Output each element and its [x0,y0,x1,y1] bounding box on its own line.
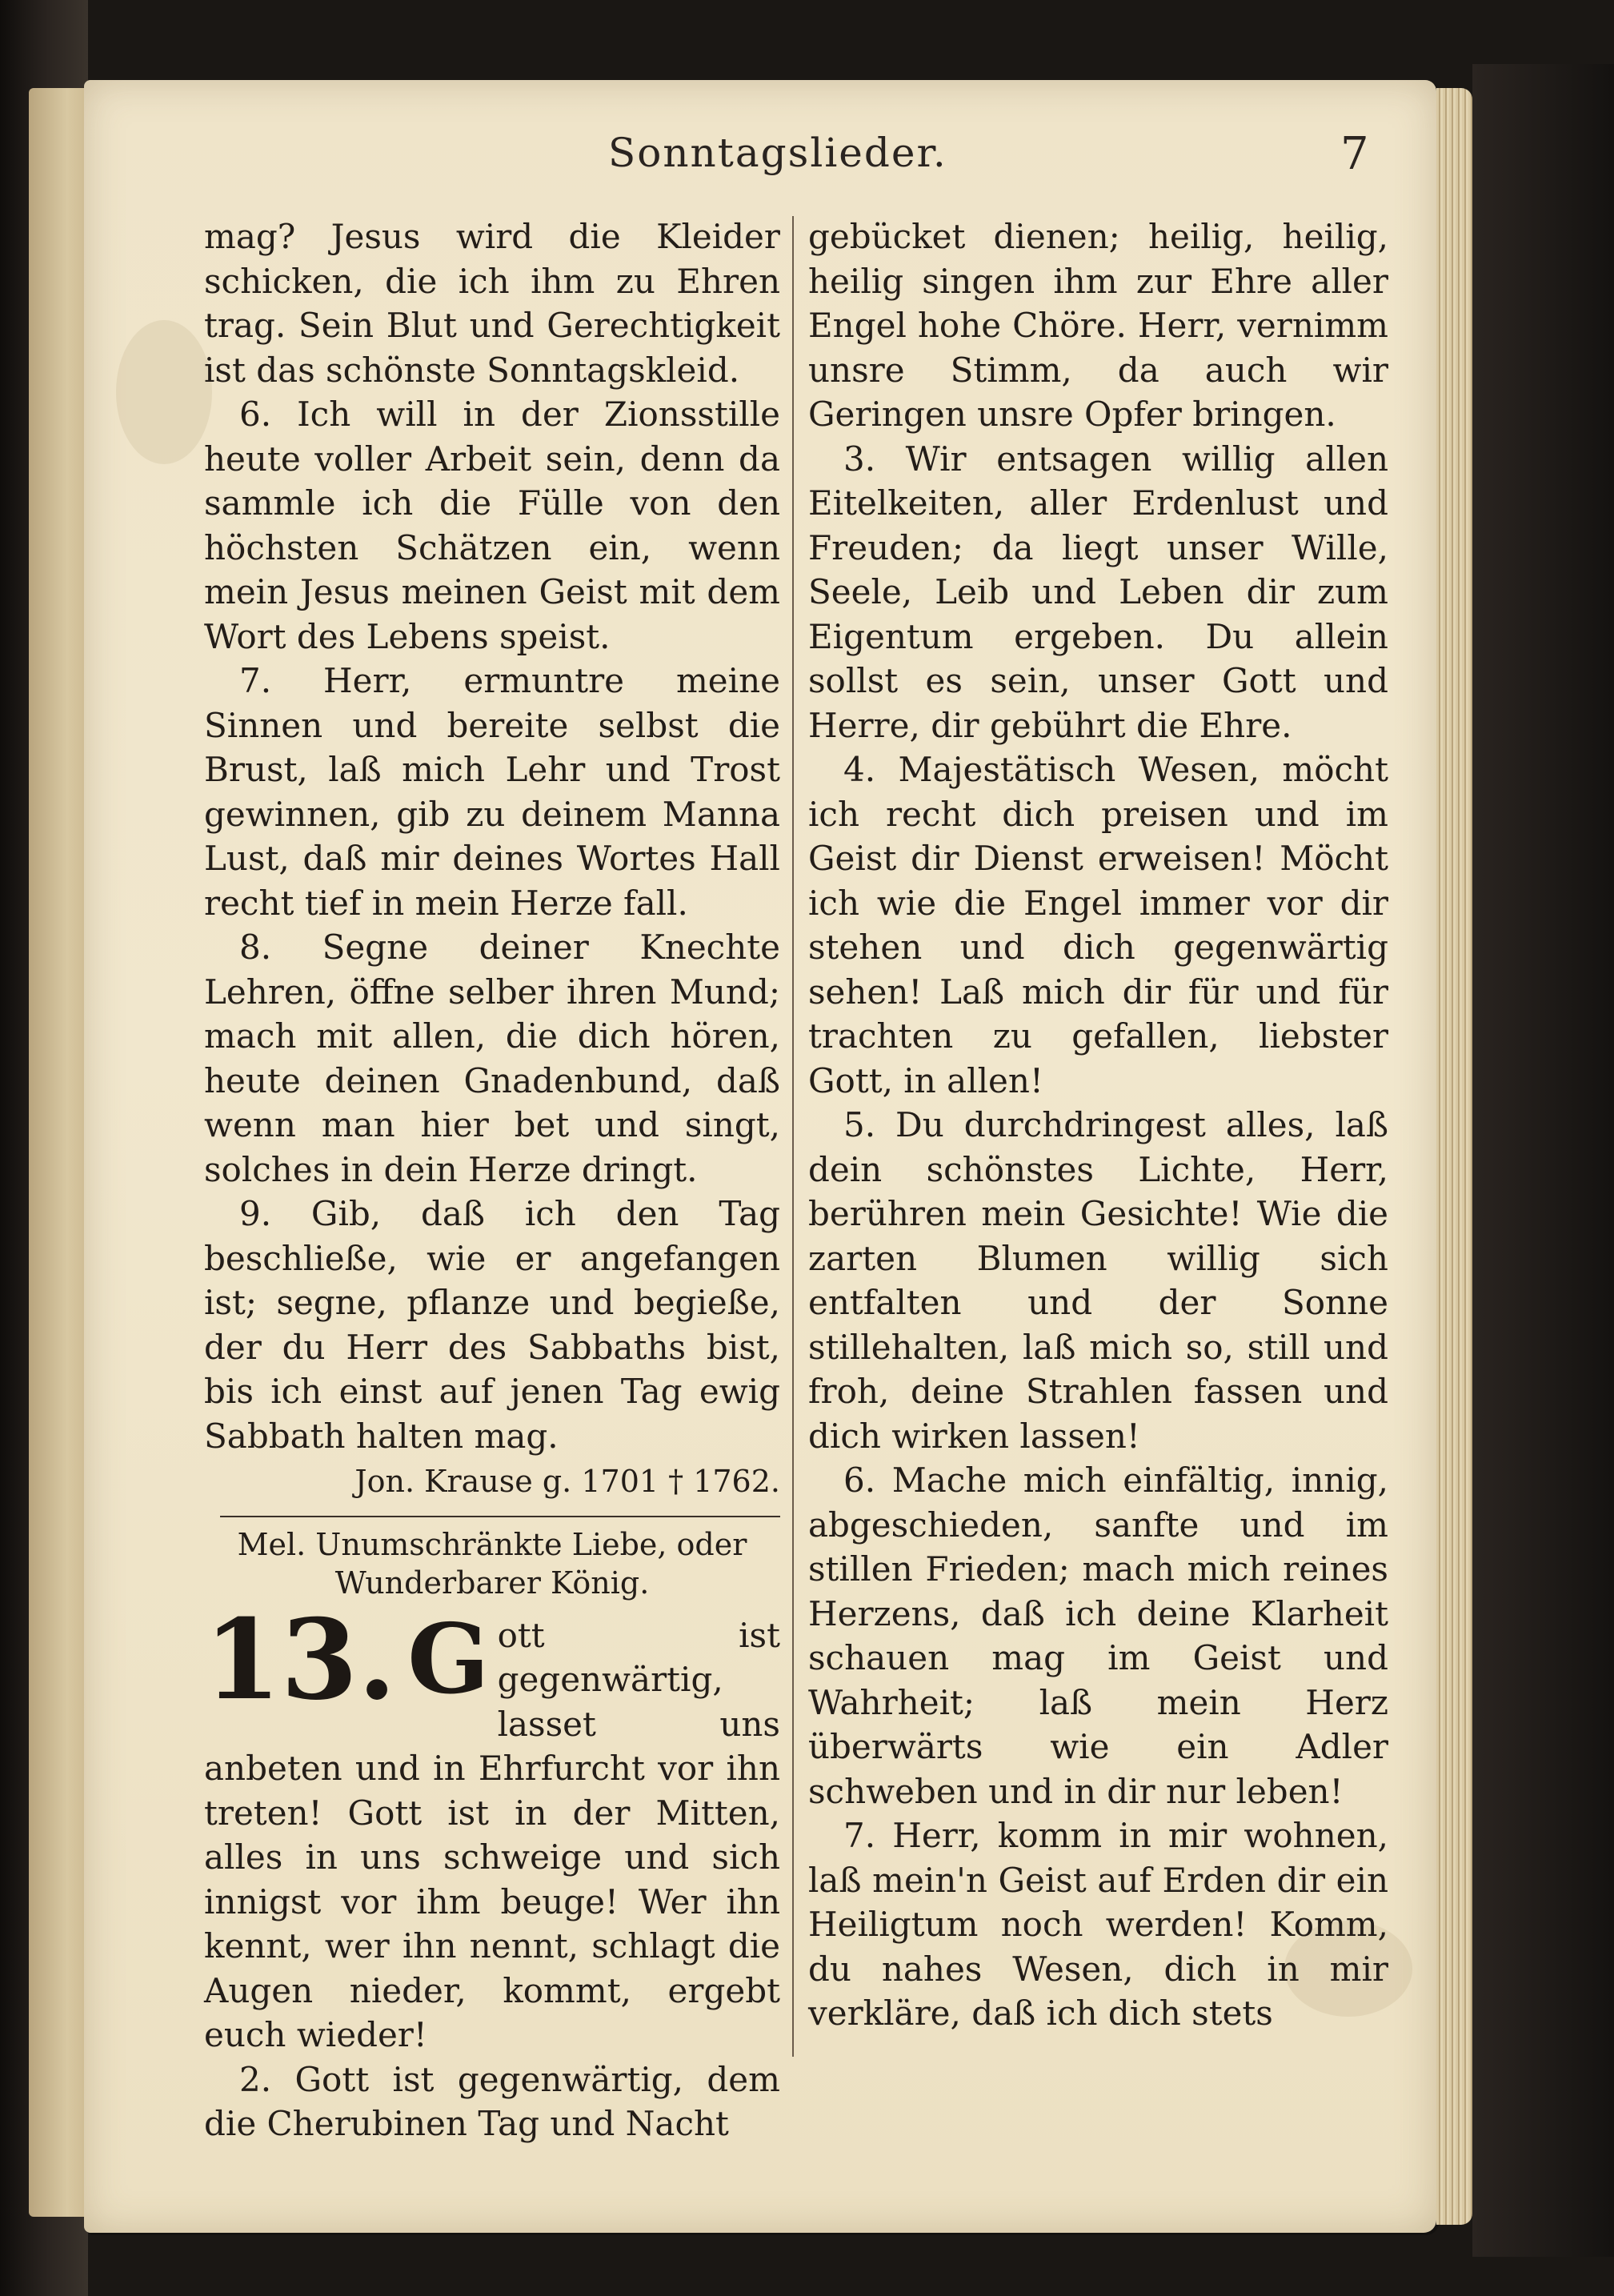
verse-7: 7. Herr, ermuntre meine Sinnen und bereite selbst die Brust, laß mich Lehr und Trost gewinnen, gib zu deinem Manna Lust, daß mir deines Wortes Hall recht tief in mein Herze fall. [204,661,780,923]
hymn-13-verse-1: ott ist gegenwärtig, lasset uns anbeten und in Ehrfurcht vor ihn treten! Gott ist in der Mitten, alles in uns schweige und sich innigst vor ihm beuge! Wer ihn kennt, wer ihn nennt, schlagt die Augen nieder, kommt, ergebt euch wieder! [204,1615,780,2054]
verse-continuation: mag? Jesus wird die Kleider schicken, die ich ihm zu Ehren trag. Sein Blut und Gerechtigkeit ist das schönste Sonntagskleid. [204,217,780,390]
right-column [808,214,1388,2036]
verse-9: 9. Gib, daß ich den Tag beschließe, wie er angefangen ist; segne, pflanze und begieße, der du Herr des Sabbaths bist, bis ich einst auf jenen Tag ewig Sabbath halten mag. [204,1194,780,1456]
verse-8: 8. Segne deiner Knechte Lehren, öffne selber ihren Mund; mach mit allen, die dich hören, heute deinen Gnadenbund, daß wenn man hier bet und singt, solches in dein Herze dringt. [204,928,780,1189]
hymn-13-verse-6: 6. Mache mich einfältig, innig, abgeschieden, sanfte und im stillen Frieden; mach mich reines Herzens, daß ich deine Klarheit schauen mag im Geist und Wahrheit; laß mein Herz überwärts wie ein Adler schweben und in dir nur leben! [808,1461,1388,1811]
left-column [204,214,780,2146]
verse-2-continuation: gebücket dienen; heilig, heilig, heilig singen ihm zur Ehre aller Engel hohe Chöre. Herr, vernimm unsre Stimm, da auch wir Geringen unsre Opfer bringen. [808,217,1388,434]
hymn-13-verse-3: 3. Wir entsagen willig allen Eitelkeiten, aller Erdenlust und Freuden; da liegt unser Wille, Seele, Leib und Leben dir zum Eigentum ergeben. Du allein sollst es sein, unser Gott und Herre, dir gebührt die Ehre. [808,439,1388,745]
book-cover-right [1472,64,1614,2257]
melody-note: Mel. Unumschränkte Liebe, oder Wunderbarer König. [237,1526,747,1601]
hymn-13-verse-7: 7. Herr, komm in mir wohnen, laß mein'n Geist auf Erden dir ein Heiligtum noch werden! Komm, du nahes Wesen, dich in mir verkläre, daß ich dich stets [808,1816,1388,2033]
page-number: 7 [1340,128,1369,180]
running-head: Sonntagslieder. [608,130,947,176]
page-block-edges [1436,88,1472,2225]
paper-stain [116,320,212,464]
drop-cap: G [407,1602,490,1716]
author-attribution: Jon. Krause g. 1701 † 1762. [354,1464,780,1499]
hymn-13-verse-4: 4. Majestätisch Wesen, möcht ich recht dich preisen und im Geist dir Dienst erweisen! Möcht ich wie die Engel immer vor dir stehen und dich gegenwärtig sehen! Laß mich dir für und für trachten zu gefallen, liebster Gott, in allen! [808,750,1388,1100]
hymn-13-start [204,1593,780,2058]
previous-page-edge [29,88,93,2217]
hymn-number: 13. [204,1593,397,1725]
hymn-13-verse-5: 5. Du durchdringest alles, laß dein schönstes Lichte, Herr, berühren mein Gesichte! Wie die zarten Blumen willig sich entfalten und der Sonne stillehalten, laß mich so, still und froh, deine Strahlen fassen und dich wirken lassen! [808,1105,1388,1456]
column-divider [792,216,794,2057]
verse-6: 6. Ich will in der Zionsstille heute voller Arbeit sein, denn da sammle ich die Fülle von den höchsten Schätzen ein, wenn mein Jesus meinen Geist mit dem Wort des Lebens speist. [204,395,780,656]
hymn-13-verse-2: 2. Gott ist gegenwärtig, dem die Cherubinen Tag und Nacht [204,2059,780,2143]
section-rule [220,1516,780,1517]
